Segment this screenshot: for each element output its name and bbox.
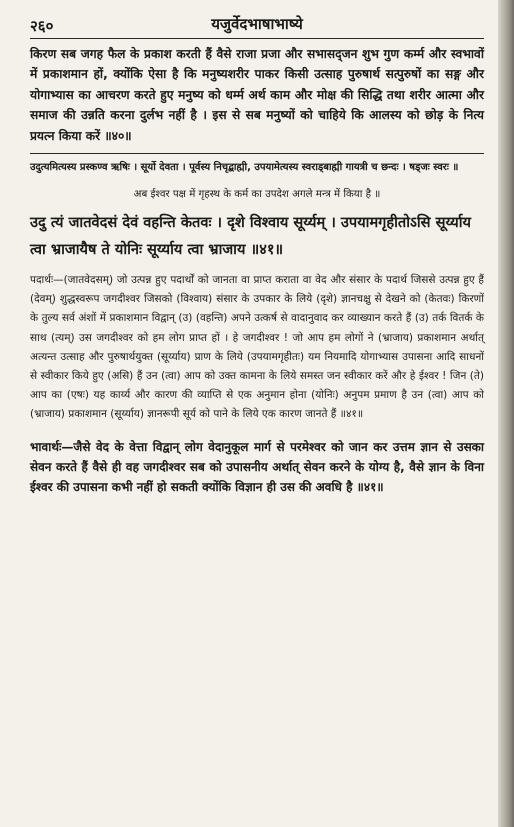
bhavartha-paragraph: भावार्थः—जैसे वेद के वेत्ता विद्वान् लोग वेदानुकूल मार्ग से परमेश्वर को जान कर उत्तम ज्ञान से उसका सेवन करते हैं वैसे ही वह जगदीश्वर सब को उपासनीय अर्थात् सेवन करने के योग्य है, वैसे ज्ञान के विना ईश्वर की उपासना कभी नहीं हो सकती क्योंकि विज्ञान ही उस की अवधि है ॥४१॥ — [30, 439, 484, 494]
mantra-verse: उदु त्यं जातवेदसं देवं वहन्ति केतवः । दृशे विश्वाय सूर्य्यम् । उपयामगृहीतोऽसि सूर्य्याय त्वा भ्राजायैष ते योनिः सूर्य्याय त्वा भ्राजाय ॥४१॥ — [30, 214, 471, 259]
padartha-paragraph: पदार्थः—(जातवेदसम्) जो उत्पन्न हुए पदार्थों को जानता वा प्राप्त कराता वा वेद और संसार के पदार्थ जिससे उत्पन्न हुए हैं (देवम्) शुद्धस्वरूप जगदीश्वर जिसको (विश्वाय) संसार के उपकार के लिये (दृशे) ज्ञानचक्षु से देखने को (केतवः) किरणों के तुल्य सर्व अंशों में प्रकाशमान विद्वान् (उ) (वहन्ति) अपने उत्कर्ष से वादानुवाद कर व्याख्यान करते हैं (उ) तर्क वितर्क के साथ (त्यम्) उस जगदीश्वर को हम लोग प्राप्त हों । हे जगदीश्वर ! जो आप हम लोगों ने (भ्राजाय) प्रकाशमान अर्थात् अत्यन्त उत्साह और पुरुषार्थयुक्त (सूर्य्याय) प्राण के लिये (उपयामगृहीतः) यम नियमादि योगाभ्यास उपासना आदि साधनों से स्वीकार किये हुए (असि) हैं उन (त्वा) आप को उक्त कामना के लिये समस्त जन स्वीकार करें और हे ईश्वर ! जिन (ते) आप का (एषः) यह कार्य्य और कारण की व्याप्ति से एक अनुमान होना (योनिः) अनुपम प्रमाण है उन (त्वा) आप को (भ्राजाय) प्रकाशमान (सूर्य्याय) ज्ञानरूपी सूर्य को पाने के लिये एक कारण जानते हैं ॥४१॥ — [30, 274, 484, 421]
page-header — [30, 12, 484, 39]
continued-paragraph: किरण सब जगह फैल के प्रकाश करती हैं वैसे राजा प्रजा और सभासद्‌जन शुभ गुण कर्म्म और स्वभावों में प्रकाशमान हों, क्योंकि ऐसा है कि मनुष्यशरीर पाकर किसी उत्साह पुरुषार्थ सत्पुरुषों का सङ्ग और योगाभ्यास का आचरण करते हुए मनुष्य को धर्म्म अर्थ काम और मोक्ष की सिद्धि तथा शरीर आत्मा और समाज की उन्नति करना दुर्लभ नहीं है । इस से सब मनुष्यों को चाहिये कि आलस्य को छोड़ के नित्य प्रयत्न किया करें ॥४०॥ — [30, 47, 484, 143]
mantra-meta: उदुत्यमित्यस्य प्रस्कण्व ऋषिः । सूर्यो देवता । पूर्वस्य निचृद्बाह्मी, उपयामेत्यस्य स्वराड्बाह्मी गायत्री च छन्दः । षड्‌जः स्वरः ॥ — [30, 162, 459, 174]
page-number: २६० — [30, 17, 54, 35]
running-title: यजुर्वेदभाषाभाष्ये — [211, 15, 303, 33]
intro-line: अब ईश्वर पक्ष में गृहस्थ के कर्म का उपदेश अगले मन्त्र में किया है ॥ — [133, 189, 381, 201]
section-divider — [30, 153, 484, 154]
book-page-edge — [498, 0, 514, 827]
